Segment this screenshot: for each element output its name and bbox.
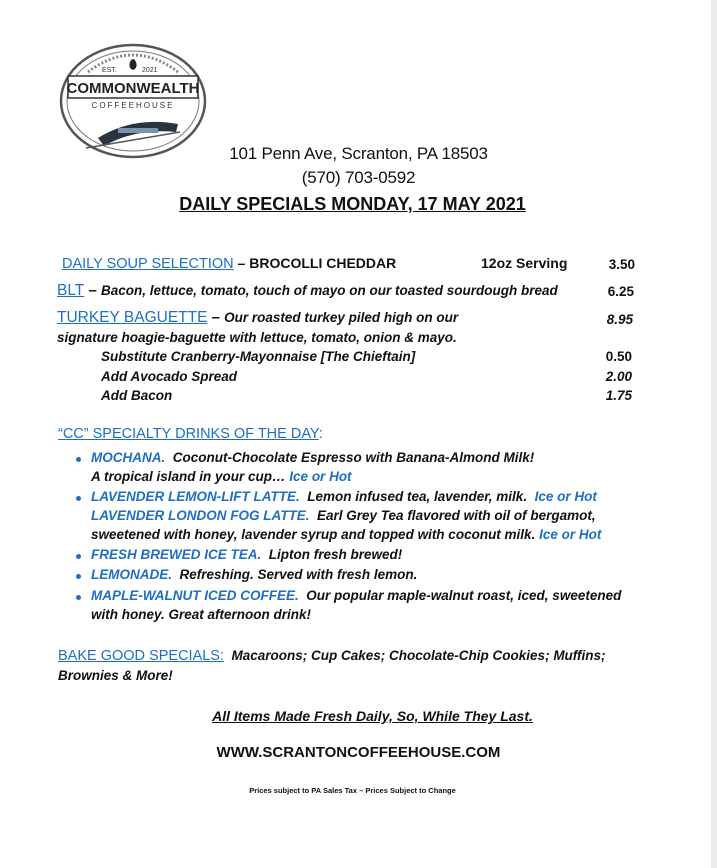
- bake-line2: Brownies & More!: [58, 668, 173, 683]
- turkey-label: TURKEY BAGUETTE: [57, 309, 208, 326]
- logo-name: COMMONWEALTH: [66, 80, 200, 97]
- logo-sub: COFFEEHOUSE: [91, 101, 175, 110]
- fine-print: Prices subject to PA Sales Tax – Prices Subject to Change: [249, 786, 456, 795]
- drink-maple: MAPLE-WALNUT ICED COFFEE. Our popular maple-walnut roast, iced, sweetened: [91, 588, 622, 603]
- bullet-icon: [76, 457, 81, 462]
- bullet-icon: [76, 595, 81, 600]
- bullet-icon: [76, 554, 81, 559]
- address: 101 Penn Ave, Scranton, PA 18503: [229, 144, 488, 163]
- drink-mochana: MOCHANA. Coconut-Chocolate Espresso with Banana-Almond Milk!: [91, 450, 535, 465]
- drink-lavender: LAVENDER LEMON-LIFT LATTE. Lemon infused tea, lavender, milk. Ice or Hot: [91, 489, 597, 504]
- turkey-desc2: signature hoagie-baguette with lettuce, tomato, onion & mayo.: [57, 330, 457, 345]
- soup-price: 3.50: [608, 257, 635, 272]
- logo-est: EST.: [102, 67, 117, 74]
- drink-mochana-line2: A tropical island in your cup… Ice or Hot: [91, 469, 352, 484]
- addon-label: Add Avocado Spread: [101, 369, 238, 384]
- drink-maple-line2: with honey. Great afternoon drink!: [91, 607, 312, 622]
- drink-london-line2: sweetened with honey, lavender syrup and topped with coconut milk. Ice or Hot: [91, 527, 602, 542]
- addon-price: 1.75: [605, 388, 632, 403]
- soup-line: DAILY SOUP SELECTION – BROCOLLI CHEDDAR: [62, 255, 397, 272]
- blt-label: BLT: [57, 282, 85, 299]
- bullet-icon: [76, 496, 81, 501]
- soup-label: DAILY SOUP SELECTION: [62, 256, 234, 272]
- logo-year: 2021: [142, 67, 158, 74]
- bullet-icon: [76, 574, 81, 579]
- drink-icetea: FRESH BREWED ICE TEA. Lipton fresh brewed!: [91, 547, 403, 562]
- page-edge-shadow: [711, 0, 717, 868]
- page-title: DAILY SPECIALS MONDAY, 17 MAY 2021: [179, 194, 526, 214]
- addon-price: 0.50: [605, 349, 632, 364]
- drink-london: LAVENDER LONDON FOG LATTE. Earl Grey Tea flavored with oil of bergamot,: [91, 508, 596, 523]
- drink-lemonade: LEMONADE. Refreshing. Served with fresh lemon.: [91, 567, 418, 582]
- blt-desc: Bacon, lettuce, tomato, touch of mayo on our toasted sourdough bread: [100, 283, 558, 298]
- bake-heading: BAKE GOOD SPECIALS:: [58, 648, 224, 664]
- blt-price: 6.25: [607, 284, 634, 299]
- commonwealth-logo: [58, 42, 208, 160]
- addon-price: 2.00: [605, 369, 632, 384]
- drinks-heading: “CC” SPECIALTY DRINKS OF THE DAY:: [58, 426, 323, 442]
- turkey-line: TURKEY BAGUETTE – Our roasted turkey piled high on our: [57, 309, 459, 326]
- phone: (570) 703-0592: [301, 168, 416, 187]
- soup-name: BROCOLLI CHEDDAR: [249, 255, 397, 271]
- soup-serving: 12oz Serving: [481, 255, 568, 271]
- blt-line: BLT – Bacon, lettuce, tomato, touch of mayo on our toasted sourdough bread: [57, 282, 558, 299]
- addon-label: Substitute Cranberry-Mayonnaise [The Chieftain]: [101, 349, 416, 364]
- turkey-desc1: Our roasted turkey piled high on our: [224, 310, 459, 325]
- bake-line: BAKE GOOD SPECIALS: Macaroons; Cup Cakes; Chocolate-Chip Cookies; Muffins;: [58, 648, 606, 664]
- website-url: WWW.SCRANTONCOFFEEHOUSE.COM: [216, 744, 501, 761]
- fresh-note: All Items Made Fresh Daily, So, While They Last.: [212, 708, 533, 724]
- turkey-price: 8.95: [606, 312, 633, 327]
- addon-label: Add Bacon: [101, 388, 173, 403]
